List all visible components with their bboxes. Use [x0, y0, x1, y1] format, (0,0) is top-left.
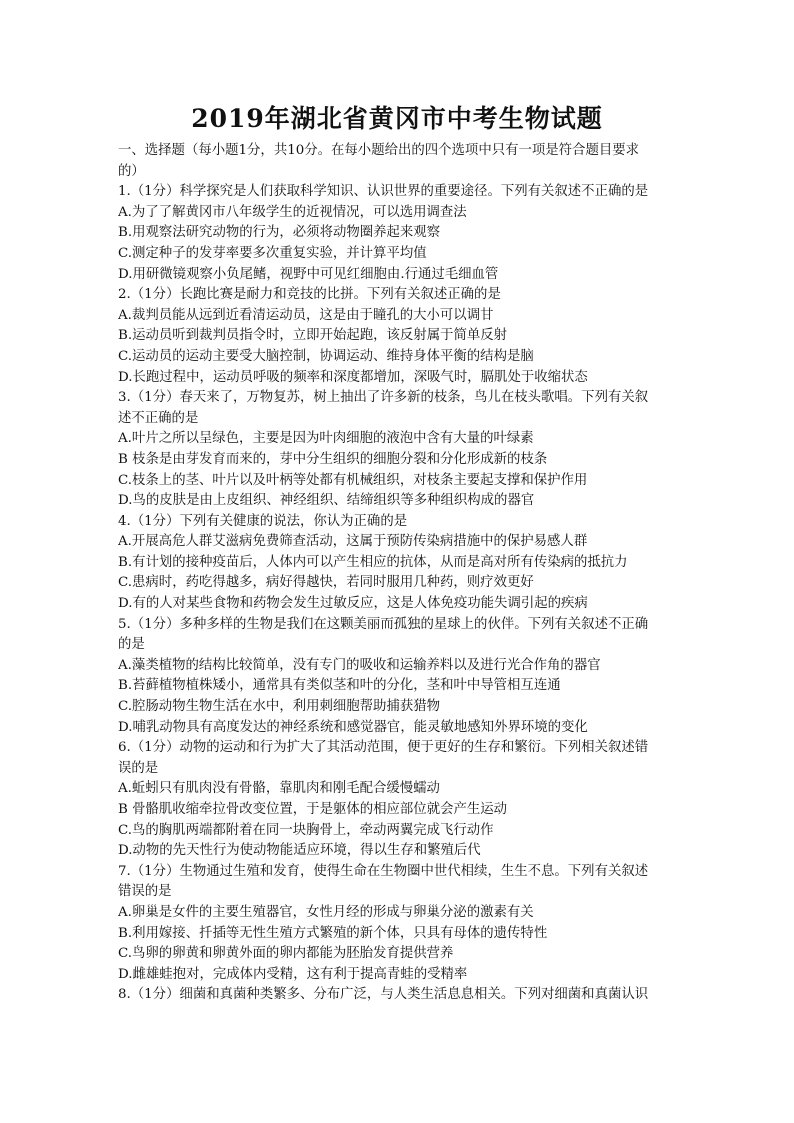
- document-body: [118, 141, 678, 1006]
- text-line: 1.（1分）科学探究是人们获取科学知识、认识世界的重要途径。下列有关叙述不正确的是: [118, 184, 649, 200]
- text-line: C.腔肠动物生物生活在水中，利用刺细胞帮助捕获猎物: [118, 699, 441, 715]
- text-line: D.有的人对某些食物和药物会发生过敏反应，这是人体免疫功能失调引起的疾病: [118, 596, 588, 612]
- text-line: A.卵巢是女件的主要生殖器官，女性月经的形成与卵巢分泌的激素有关: [118, 904, 534, 920]
- text-line: A.蚯蚓只有肌肉没有骨骼，靠肌肉和刚毛配合缓慢蠕动: [118, 781, 440, 797]
- text-line: A.为了了解黄冈市八年级学生的近视情况，可以选用调查法: [118, 204, 467, 220]
- text-line: D.长跑过程中，运动员呼吸的频率和深度都增加，深吸气时，膈肌处于收缩状态: [118, 369, 588, 385]
- text-line: C.测定种子的发芽率要多次重复实验，并计算平均值: [118, 245, 427, 261]
- text-line: 2.（1分）长跑比赛是耐力和竞技的比拼。下列有关叙述正确的是: [118, 287, 501, 303]
- text-line: C.鸟的胸肌两端都附着在同一块胸骨上，牵动两翼完成飞行动作: [118, 822, 494, 838]
- text-line: B 骨骼肌收缩牵拉骨改变位置，于是躯体的相应部位就会产生运动: [118, 802, 508, 817]
- text-line: 的）: [118, 163, 145, 179]
- text-line: 4.（1分）下列有关健康的说法，你认为正确的是: [118, 513, 408, 529]
- text-line: D.用研微镜观察小负尾鳍，视野中可见红细胞由.行通过毛细血管: [118, 266, 499, 282]
- text-line: B.用观察法研究动物的行为，必须将动物圈养起来观察: [118, 225, 441, 241]
- text-line: D.哺乳动物具有高度发达的神经系统和感觉器官，能灵敏地感知外界环境的变化: [118, 719, 588, 735]
- document-title: 2019年湖北省黄冈市中考生物试题: [191, 104, 603, 133]
- text-line: 3.（1分）春天来了，万物复苏，树上抽出了许多新的枝条，鸟儿在枝头歌唱。下列有关叙: [118, 390, 649, 406]
- text-line: D.动物的先天性行为使动物能适应环境，得以生存和繁殖后代: [118, 843, 481, 859]
- text-line: B.有计划的接种疫苗后，人体内可以产生相应的抗体，从而是高对所有传染病的抵抗力: [118, 554, 628, 570]
- text-line: 6.（1分）动物的运动和行为扩大了其活动范围，便于更好的生存和繁衍。下列相关叙述错: [118, 740, 649, 756]
- text-line: B.苔藓植物植株矮小，通常具有类似茎和叶的分化，茎和叶中导管相互连通: [118, 678, 561, 694]
- text-line: B.运动员听到裁判员指令时，立即开始起跑，该反射属于简单反射: [118, 328, 508, 344]
- text-line: A.叶片之所以呈绿色，主要是因为叶肉细胞的液泡中含有大量的叶绿素: [118, 431, 534, 447]
- text-line: C.运动员的运动主要受大脑控制，协调运动、维持身体平衡的结构是脑: [118, 348, 534, 364]
- text-line: 一、选择题（每小题1分，共10分。在每小题给出的四个选项中只有一项是符合题目要求: [118, 143, 640, 158]
- text-line: 误的是: [118, 760, 159, 776]
- text-line: 7.（1分）生物通过生殖和发育，使得生命在生物圈中世代相续，生生不息。下列有关叙述: [118, 863, 649, 879]
- text-line: 5.（1分）多种多样的生物是我们在这颗美丽而孤独的星球上的伙伴。下列有关叙述不正确: [118, 616, 649, 632]
- text-line: C.患病时，药吃得越多，病好得越快，若同时服用几种药，则疗效更好: [118, 575, 534, 591]
- text-line: A.藻类植物的结构比较简单，没有专门的吸收和运输养料以及进行光合作角的器官: [118, 657, 601, 673]
- text-line: B.利用嫁接、扦插等无性生殖方式繁殖的新个体，只具有母体的遗传特性: [118, 925, 548, 941]
- text-line: C.枝条上的茎、叶片以及叶柄等处都有机械组织，对枝条主要起支撑和保护作用: [118, 472, 588, 488]
- text-line: 的是: [118, 637, 145, 653]
- text-line: A.开展高危人群艾滋病免费筛查活动，这属于预防传染病措施中的保护易感人群: [118, 534, 588, 550]
- text-line: B 枝条是由芽发育而来的，芽中分生组织的细胞分裂和分化形成新的枝条: [118, 451, 548, 467]
- text-line: 8.（1分）细菌和真菌种类繁多、分布广泛，与人类生活息息相关。下列对细菌和真菌认识: [118, 987, 649, 1003]
- text-line: C.鸟卵的卵黄和卵黄外面的卵内都能为胚胎发育提供营养: [118, 946, 454, 962]
- text-line: 述不正确的是: [118, 410, 199, 426]
- text-line: A.裁判员能从远到近看清运动员，这是由于瞳孔的大小可以调甘: [118, 307, 494, 323]
- text-line: D.鸟的皮肤是由上皮组织、神经组织、结缔组织等多种组织构成的器官: [118, 493, 535, 509]
- text-line: D.雌雄蛙抱对，完成体内受精，这有利于提高青蛙的受精率: [118, 966, 468, 982]
- text-line: 错误的是: [118, 884, 172, 900]
